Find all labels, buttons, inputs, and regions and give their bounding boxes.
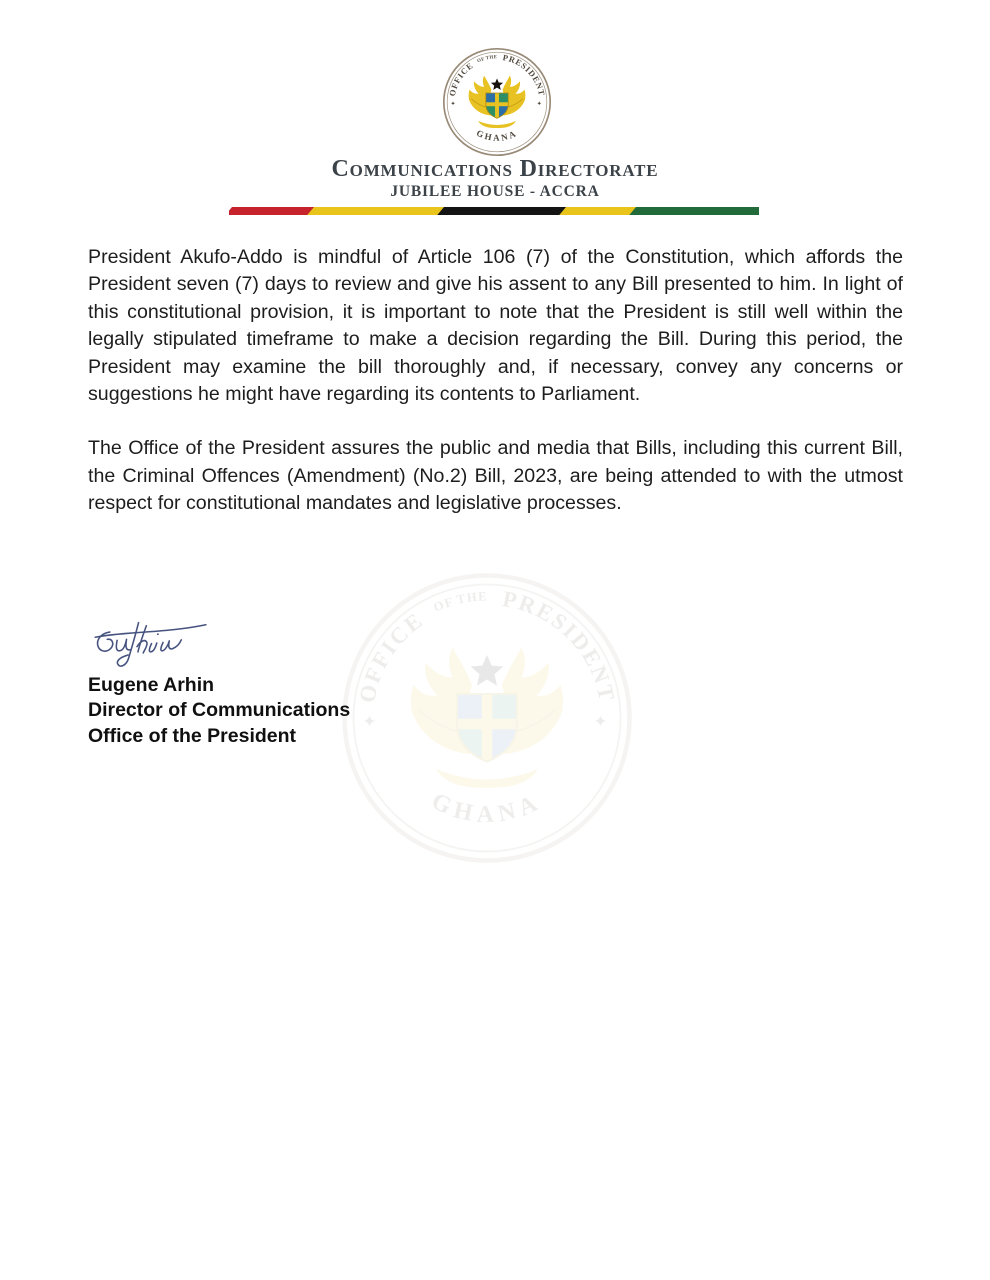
masthead [0, 157, 990, 201]
signer-name: Eugene Arhin [88, 674, 215, 696]
signer-title: Director of Communications [88, 699, 351, 722]
paragraph-1: President Akufo-Addo is mindful of Article 106 (7) of the Constitution, which affords the President seven (7) days to review and give his assent to any Bill presented to him. In light of this constitutional provision, it is important to note that the President is still well within the legally stipulated timeframe to make a decision regarding the Bill. During this period, the President may examine the bill thoroughly and, if necessary, convey any concerns or suggestions he might have regarding its contents to Parliament. [88, 246, 903, 406]
paragraph-2: The Office of the President assures the public and media that Bills, including this current Bill, the Criminal Offences (Amendment) (No.2) Bill, 2023, are being attended to with the utmost respect for constitutional mandates and legislative processes. [88, 437, 903, 515]
signer-block [88, 673, 350, 749]
letter-body [88, 244, 903, 545]
presidential-seal [441, 46, 553, 158]
signer-organization: Office of the President [88, 724, 297, 747]
seal-watermark [337, 568, 637, 868]
signature-scribble [90, 612, 210, 674]
org-subtitle: JUBILEE HOUSE - ACCRA [390, 183, 600, 200]
flag-divider-bar [229, 207, 759, 215]
org-title: Communications Directorate [331, 156, 659, 182]
